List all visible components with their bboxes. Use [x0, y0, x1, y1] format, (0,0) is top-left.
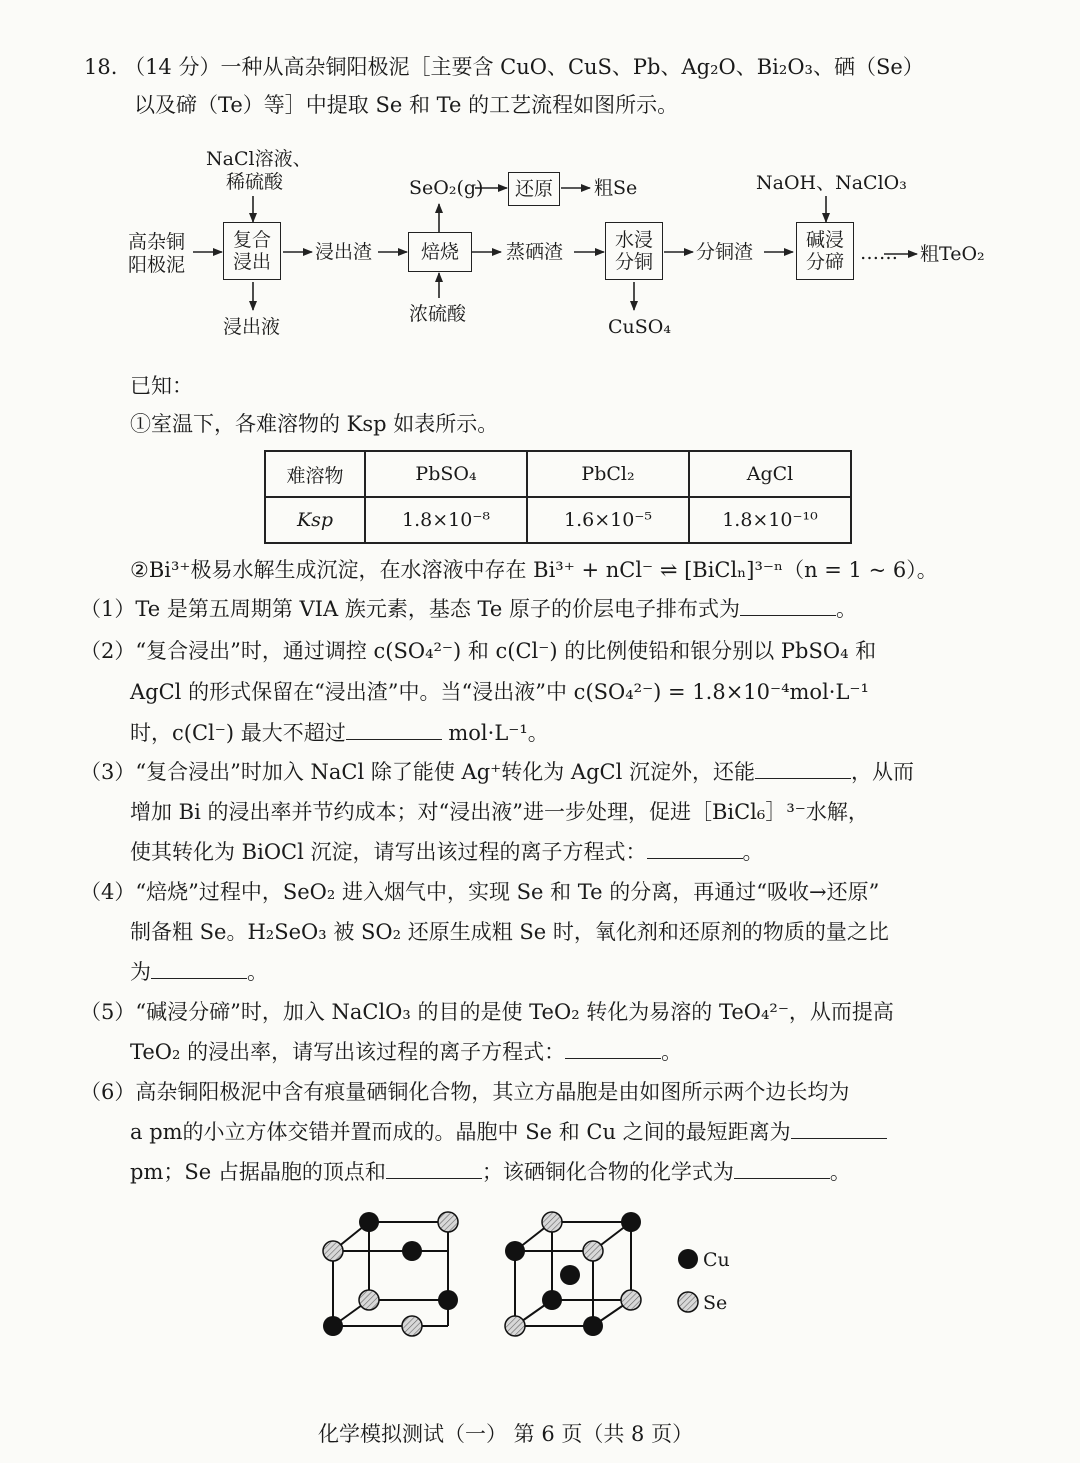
known-item-1: ①室温下，各难溶物的 Ksp 如表所示。	[130, 412, 499, 436]
product-label: 粗TeO₂	[920, 243, 985, 265]
table-cell: 1.6×10⁻⁵	[527, 497, 689, 543]
input-label-2: 阳极泥	[128, 254, 186, 276]
se-atom	[438, 1212, 458, 1232]
se-atom	[323, 1241, 343, 1261]
q6-tail: 。	[829, 1160, 851, 1184]
q1-tail: 。	[835, 597, 857, 621]
table-header-cell: AgCl	[689, 451, 851, 497]
residue-2-label: 蒸硒渣	[506, 241, 564, 263]
cu-atom	[323, 1316, 343, 1336]
conc-acid-label: 浓硫酸	[409, 303, 467, 325]
seo2-gas-label: SeO₂(g)	[409, 177, 484, 199]
table-cell: 1.8×10⁻⁸	[365, 497, 527, 543]
page-footer: 化学模拟测试（一） 第 6 页（共 8 页）	[318, 1422, 694, 1446]
known-item-2: ②Bi³⁺极易水解生成沉淀，在水溶液中存在 Bi³⁺ + nCl⁻ ⇌ [BiClₙ]³⁻ⁿ（n = 1 ~ 6）。	[130, 558, 938, 582]
q1-text: （1）Te 是第五周期第 VIA 族元素，基态 Te 原子的价层电子排布式为	[80, 597, 740, 621]
table-header-cell: 难溶物	[265, 451, 365, 497]
q2-text: 时，c(Cl⁻) 最大不超过	[130, 721, 346, 745]
process-box-label: 碱浸	[805, 229, 844, 251]
cuso4-label: CuSO₄	[608, 316, 671, 338]
process-box-label: 分铜	[614, 251, 653, 273]
residue-1-label: 浸出渣	[315, 241, 373, 263]
se-atom	[402, 1316, 422, 1336]
known-title: 已知：	[130, 374, 193, 398]
q6-text: a pm的小立方体交错并置而成的。晶胞中 Se 和 Cu 之间的最短距离为	[130, 1120, 791, 1144]
continuation-dots: ……	[860, 242, 898, 264]
process-box-label: 浸出	[232, 251, 271, 273]
q2-line-1: （2）“复合浸出”时，通过调控 c(SO₄²⁻) 和 c(Cl⁻) 的比例使铅和银分别以 PbSO₄ 和	[80, 639, 877, 663]
q4-tail: 。	[247, 960, 268, 984]
se-atom	[621, 1290, 641, 1310]
cu-atom	[505, 1241, 525, 1261]
q5-line-1: （5）“碱浸分碲”时，加入 NaClO₃ 的目的是使 TeO₂ 转化为易溶的 TeO₄²⁻，从而提高	[80, 1000, 894, 1024]
q4-text: 为	[130, 960, 151, 984]
reagent-1-line-2: 稀硫酸	[226, 171, 284, 193]
legend-se-marker	[678, 1292, 698, 1312]
se-atom	[542, 1212, 562, 1232]
q6-text: pm；Se 占据晶胞的顶点和	[130, 1160, 386, 1184]
q6-text: ；该硒铜化合物的化学式为	[481, 1160, 734, 1184]
cu-atom-center	[560, 1265, 580, 1285]
question-line-2: 以及碲（Te）等］中提取 Se 和 Te 的工艺流程如图所示。	[134, 93, 679, 117]
input-label-1: 高杂铜	[128, 231, 186, 253]
table-cell: 1.8×10⁻¹⁰	[689, 497, 851, 543]
q4-line-2: 制备粗 Se。H₂SeO₃ 被 SO₂ 还原生成粗 Se 时，氧化剂和还原剂的物质的量之比	[130, 920, 889, 944]
process-box-label: 水浸	[614, 229, 653, 251]
legend-cu-label: Cu	[703, 1249, 730, 1271]
cu-atom	[402, 1241, 422, 1261]
table-header-cell: PbCl₂	[527, 451, 689, 497]
q2-tail: mol·L⁻¹。	[441, 721, 549, 745]
q3-tail: ，从而	[850, 760, 914, 784]
q5-text: TeO₂ 的浸出率，请写出该过程的离子方程式：	[130, 1040, 566, 1064]
se-atom	[583, 1241, 603, 1261]
q6-line-1: （6）高杂铜阳极泥中含有痕量硒铜化合物，其立方晶胞是由如图所示两个边长均为	[80, 1080, 850, 1104]
reagent-2-label: NaOH、NaClO₃	[756, 172, 907, 194]
cu-atom	[438, 1290, 458, 1310]
process-box-label: 焙烧	[420, 241, 459, 263]
reagent-1-line-1: NaCl溶液、	[206, 148, 312, 170]
cu-atom	[583, 1316, 603, 1336]
cu-atom	[542, 1290, 562, 1310]
q3-tail: 。	[742, 840, 764, 864]
q3-text: （3）“复合浸出”时加入 NaCl 除了能使 Ag⁺转化为 AgCl 沉淀外，还能	[80, 760, 755, 784]
table-cell: Ksp	[265, 497, 365, 543]
q4-line-1: （4）“焙烧”过程中，SeO₂ 进入烟气中，实现 Se 和 Te 的分离，再通过“吸收→还原”	[80, 880, 880, 904]
legend-cu-marker	[678, 1249, 698, 1269]
q5-tail: 。	[661, 1040, 683, 1064]
q2-line-2: AgCl 的形式保留在“浸出渣”中。当“浸出液”中 c(SO₄²⁻) = 1.8×10⁻⁴mol·L⁻¹	[130, 680, 869, 704]
process-box-label: 复合	[232, 229, 271, 251]
cu-atom	[621, 1212, 641, 1232]
cube-left	[333, 1222, 448, 1326]
legend-se-label: Se	[703, 1292, 728, 1314]
q3-text: 使其转化为 BiOCl 沉淀，请写出该过程的离子方程式：	[130, 840, 647, 864]
process-box-label: 分碲	[805, 251, 844, 273]
q3-line-2: 增加 Bi 的浸出率并节约成本；对“浸出液”进一步处理，促进［BiCl₆］³⁻水解，	[130, 800, 869, 824]
cu-atom	[359, 1212, 379, 1232]
table-header-cell: PbSO₄	[365, 451, 527, 497]
leach-liquid-label: 浸出液	[223, 316, 281, 338]
residue-3-label: 分铜渣	[696, 241, 754, 263]
se-atom	[359, 1290, 379, 1310]
se-atom	[505, 1316, 525, 1336]
crude-se-label: 粗Se	[594, 177, 638, 199]
process-box-label: 还原	[514, 178, 553, 200]
question-line-1: 18. （14 分）一种从高杂铜阳极泥［主要含 CuO、CuS、Pb、Ag₂O、Bi₂O₃、硒（Se）	[84, 55, 924, 79]
legend-markers	[678, 1249, 698, 1312]
